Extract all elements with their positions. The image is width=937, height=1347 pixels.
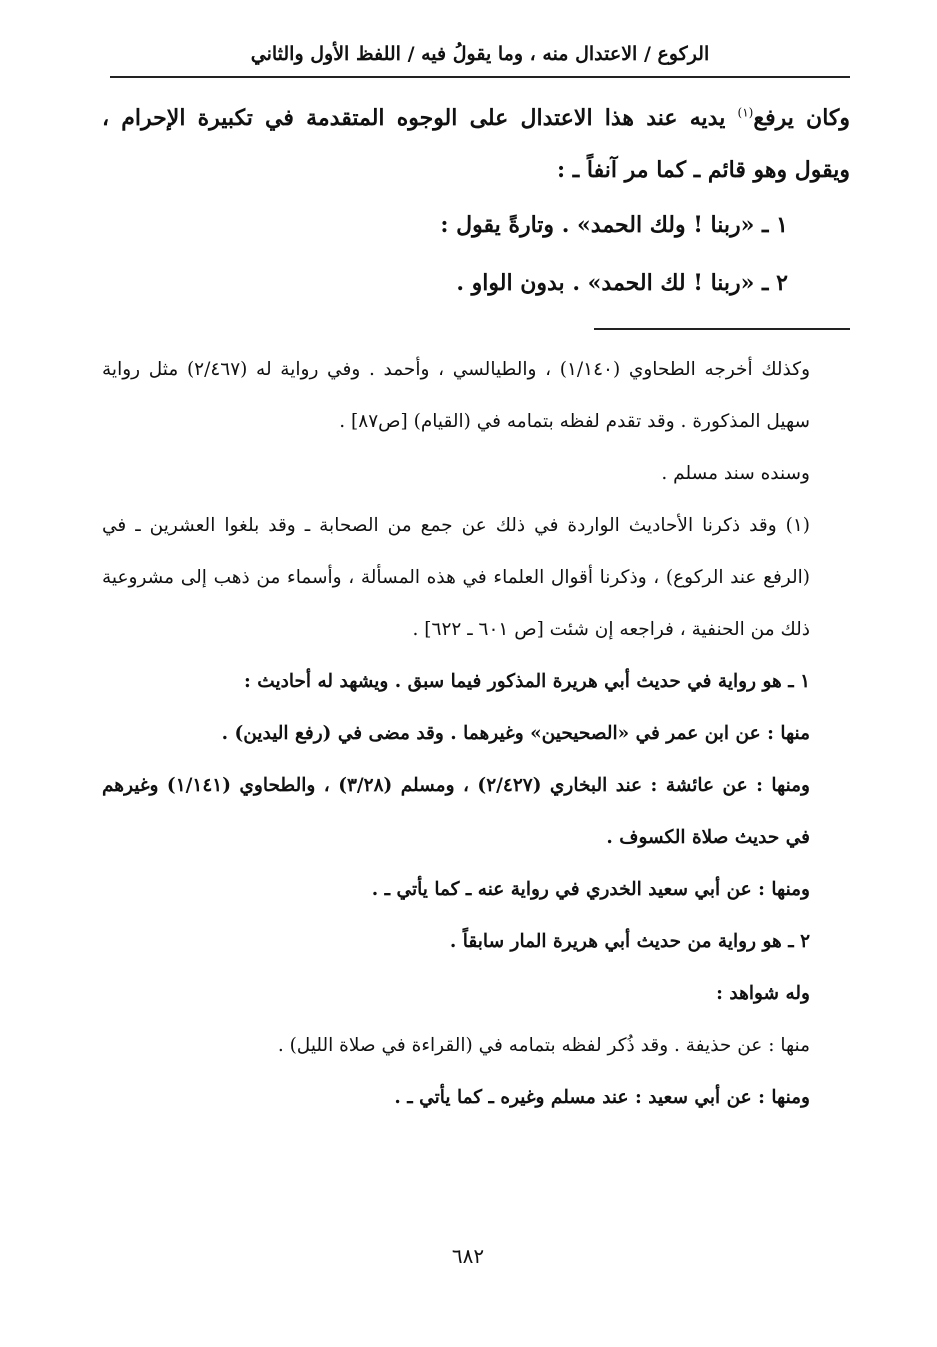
footnote-ref-1: (١): [737, 105, 754, 120]
running-header: الركوع / الاعتدال منه ، وما يقولُ فيه / اللفظ الأول والثاني: [250, 43, 710, 65]
footnote-paragraph-10: منها : عن حذيفة . وقد ذُكر لفظه بتمامه في (القراءة في صلاة الليل) .: [277, 1035, 810, 1056]
footnote-paragraph-7: ومنها : عن أبي سعيد الخدري في رواية عنه ـ كما يأتي ـ .: [371, 879, 810, 900]
footnote-paragraph-4: ١ ـ هو رواية في حديث أبي هريرة المذكور فيما سبق . ويشهد له أحاديث :: [244, 671, 810, 692]
main-text: [102, 92, 850, 312]
footnote-paragraph-8: ٢ ـ هو رواية من حديث أبي هريرة المار سابقاً .: [449, 931, 810, 952]
header-rule: [110, 76, 850, 78]
footnote-paragraph-6: ومنها : عن عائشة : عند البخاري (٢/٤٢٧) ، ومسلم (٣/٢٨) ، والطحاوي (١/١٤١) وغيرهم في حديث صلاة الكسوف .: [102, 775, 810, 848]
page-number: ٦٨٢: [451, 1244, 485, 1268]
formula-item-1: ١ ـ «ربنا ! ولك الحمد» . وتارةً يقول :: [440, 212, 788, 238]
intro-start: وكان يرفع: [753, 105, 850, 131]
footnote-paragraph-11: ومنها : عن أبي سعيد : عند مسلم وغيره ـ كما يأتي ـ .: [394, 1087, 810, 1108]
footnotes-section: [102, 344, 850, 1124]
footnote-separator: [594, 328, 850, 330]
footnote-paragraph-9: وله شواهد :: [716, 983, 810, 1004]
footnote-paragraph-1: وكذلك أخرجه الطحاوي (١/١٤٠) ، والطيالسي ، وأحمد . وفي رواية له (٢/٤٦٧) مثل رواية سهيل المذكورة . وقد تقدم لفظه بتمامه في (القيام) [ص٨٧] .: [102, 359, 811, 432]
footnote-paragraph-2: وسنده سند مسلم .: [661, 463, 810, 484]
intro-rest: يديه عند هذا الاعتدال على الوجوه المتقدمة في تكبيرة الإحرام ، ويقول وهو قائم ـ كما مر آنفاً ـ :: [102, 105, 850, 183]
intro-paragraph: [102, 92, 850, 196]
footnote-1: (١) وقد ذكرنا الأحاديث الواردة في ذلك عن جمع من الصحابة ـ وقد بلغوا العشرين ـ في (الرفع عند الركوع) ، وذكرنا أقوال العلماء في هذه المسألة ، وأسماء من ذهب إلى مشروعية ذلك من الحنفية ، فراجعه إن شئت [ص ٦٠١ ـ ٦٢٢] .: [102, 515, 810, 640]
footnote-paragraph-5: منها : عن ابن عمر في «الصحيحين» وغيرهما . وقد مضى في (رفع اليدين) .: [221, 723, 810, 744]
formula-item-2: ٢ ـ «ربنا ! لك الحمد» . بدون الواو .: [456, 270, 788, 296]
